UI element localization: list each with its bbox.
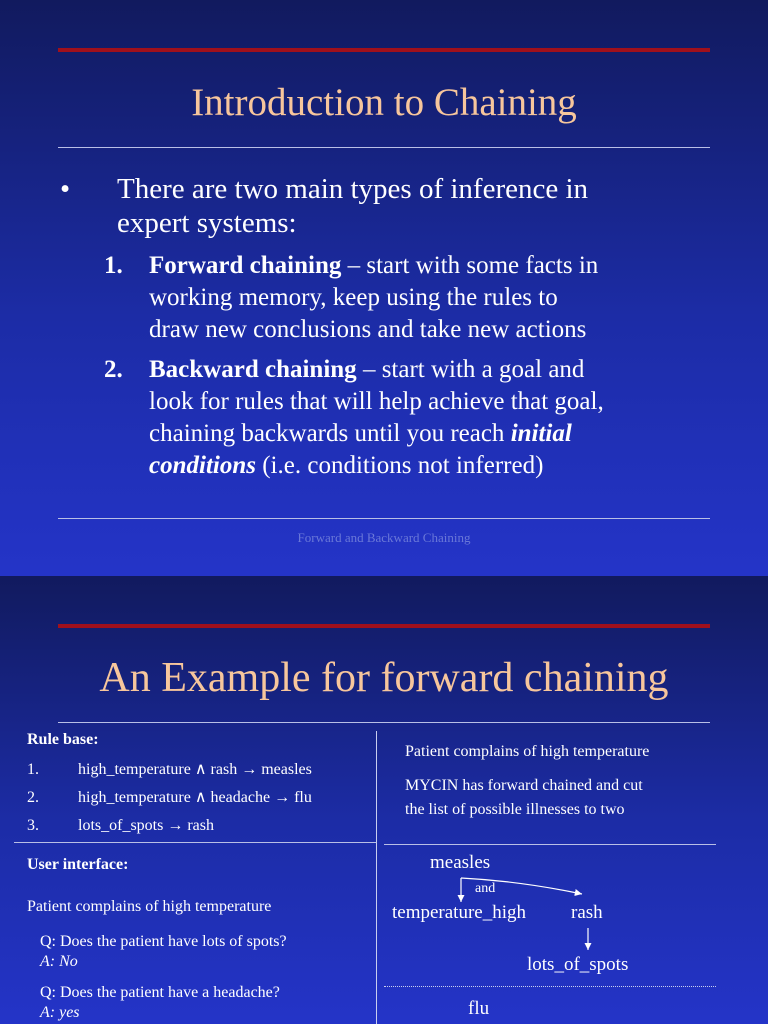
forward-line-1: – start with some facts in: [341, 252, 599, 279]
mycin-line-2: the list of possible illnesses to two: [405, 801, 625, 818]
diagram-arrows: [0, 576, 768, 1024]
arrow-measles-rash: [461, 878, 582, 894]
question-2: Q: Does the patient have a headache?: [40, 984, 280, 1001]
backward-line-3: chaining backwards until you reach: [149, 420, 511, 447]
node-rash: rash: [571, 902, 603, 923]
item-forward-chaining: [149, 250, 709, 346]
rule-2-text: high_temperature ∧ headache → flu: [78, 789, 312, 806]
node-temperature-high: temperature_high: [392, 902, 527, 923]
and-label: and: [475, 881, 496, 896]
item-backward-chaining: [149, 354, 709, 482]
title-red-rule: [58, 48, 710, 52]
rule-base-heading: Rule base:: [27, 731, 99, 748]
initial-emphasis: initial: [510, 420, 572, 447]
forward-chaining-term: Forward chaining: [149, 252, 342, 279]
answer-2: A: yes: [40, 1004, 80, 1021]
slide-footer: Forward and Backward Chaining: [297, 530, 471, 545]
item-2-number: 2.: [104, 356, 123, 383]
rule-3-text: lots_of_spots → rash: [78, 817, 214, 834]
node-measles: measles: [430, 852, 491, 873]
forward-line-3: draw new conclusions and take new actions: [149, 316, 587, 343]
user-interface-heading: User interface:: [27, 856, 129, 873]
bullet-line-2: expert systems:: [117, 207, 297, 239]
answer-1: A: No: [40, 953, 78, 970]
ui-complaint: Patient complains of high temperature: [27, 898, 272, 915]
slide-title: An Example for forward chaining: [99, 655, 669, 701]
backward-line-1: – start with a goal and: [356, 356, 585, 383]
rule-3-number: 3.: [27, 817, 39, 834]
conditions-emphasis: conditions: [149, 452, 256, 479]
question-1: Q: Does the patient have lots of spots?: [40, 933, 287, 950]
rule-1-text: high_temperature ∧ rash → measles: [78, 761, 312, 778]
backward-line-2: look for rules that will help achieve that goal,: [149, 388, 604, 415]
node-lots-of-spots: lots_of_spots: [527, 954, 629, 975]
footer-rule: [58, 518, 710, 519]
slide-title: Introduction to Chaining: [191, 81, 577, 124]
title-underline: [58, 147, 710, 148]
node-flu: flu: [468, 998, 490, 1019]
mycin-line-1: MYCIN has forward chained and cut: [405, 777, 643, 794]
backward-chaining-term: Backward chaining: [149, 356, 357, 383]
forward-line-2: working memory, keep using the rules to: [149, 284, 558, 311]
right-complaint: Patient complains of high temperature: [405, 743, 650, 760]
bullet-symbol: •: [60, 173, 71, 205]
slide-forward-example: [0, 576, 768, 1024]
rule-2-number: 2.: [27, 789, 39, 806]
backward-line-4: (i.e. conditions not inferred): [255, 452, 544, 479]
rule-1-number: 1.: [27, 761, 39, 778]
bullet-line-1: There are two main types of inference in: [117, 173, 589, 205]
item-1-number: 1.: [104, 252, 123, 279]
